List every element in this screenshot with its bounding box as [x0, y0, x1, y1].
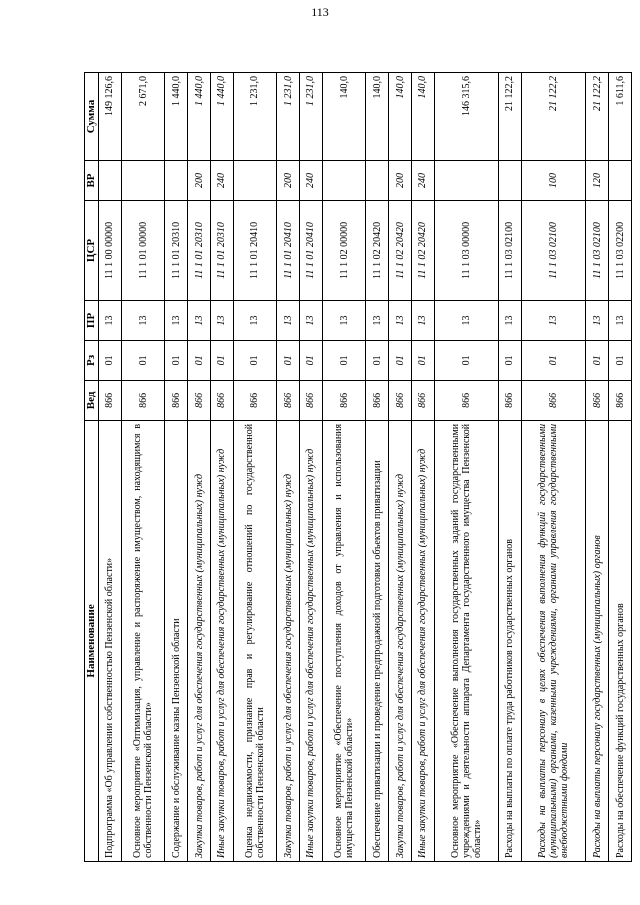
- table-body: [99, 73, 632, 862]
- cell-vr: [609, 161, 632, 201]
- cell-pr: 13: [366, 300, 389, 340]
- table-row: [165, 73, 188, 862]
- cell-sum: 1 440,0: [188, 73, 211, 161]
- cell-rz: 01: [609, 340, 632, 380]
- cell-csr: 11 1 00 00000: [99, 201, 122, 301]
- cell-vr: [434, 161, 498, 201]
- cell-sum: 21 122,2: [499, 73, 522, 161]
- cell-name: Оценка недвижимости, признание прав и регулирование отношений по государственной собственности Пензенской области: [233, 420, 277, 861]
- table-row: [586, 73, 609, 862]
- cell-ved: 866: [99, 380, 122, 420]
- cell-sum: 140,0: [411, 73, 434, 161]
- cell-csr: 11 1 03 02100: [586, 201, 609, 301]
- cell-ved: 866: [411, 380, 434, 420]
- cell-rz: 01: [165, 340, 188, 380]
- cell-csr: 11 1 01 20410: [233, 201, 277, 301]
- cell-csr: 11 1 02 00000: [322, 201, 366, 301]
- header-ved: Вед: [85, 380, 99, 420]
- cell-csr: 11 1 02 20420: [411, 201, 434, 301]
- cell-ved: 866: [609, 380, 632, 420]
- cell-vr: [165, 161, 188, 201]
- cell-ved: 866: [499, 380, 522, 420]
- cell-pr: 13: [165, 300, 188, 340]
- cell-name: Расходы на выплаты по оплате труда работников государственных органов: [499, 420, 522, 861]
- cell-sum: 21 122,2: [586, 73, 609, 161]
- cell-pr: 13: [300, 300, 323, 340]
- cell-rz: 01: [99, 340, 122, 380]
- cell-csr: 11 1 03 02100: [521, 201, 585, 301]
- cell-sum: 140,0: [322, 73, 366, 161]
- cell-ved: 866: [389, 380, 412, 420]
- cell-sum: 2 671,0: [121, 73, 165, 161]
- cell-ved: 866: [210, 380, 233, 420]
- cell-ved: 866: [434, 380, 498, 420]
- cell-csr: 11 1 01 20410: [277, 201, 300, 301]
- cell-pr: 13: [233, 300, 277, 340]
- table-row: [434, 73, 498, 862]
- cell-rz: 01: [411, 340, 434, 380]
- cell-sum: 146 315,6: [434, 73, 498, 161]
- cell-vr: [499, 161, 522, 201]
- table-row: [322, 73, 366, 862]
- cell-ved: 866: [322, 380, 366, 420]
- cell-name: Иные закупки товаров, работ и услуг для обеспечения государственных (муниципальных) нужд: [300, 420, 323, 861]
- cell-name: Содержание и обслуживание казны Пензенской области: [165, 420, 188, 861]
- cell-rz: 01: [389, 340, 412, 380]
- cell-sum: 1 231,0: [233, 73, 277, 161]
- cell-pr: 13: [99, 300, 122, 340]
- table-row: [188, 73, 211, 862]
- cell-ved: 866: [233, 380, 277, 420]
- cell-csr: 11 1 01 20310: [165, 201, 188, 301]
- cell-name: Основное мероприятие «Обеспечение поступления доходов от управления и использования имущества Пензенской области»: [322, 420, 366, 861]
- table-row: [277, 73, 300, 862]
- table-row: [609, 73, 632, 862]
- cell-pr: 13: [521, 300, 585, 340]
- cell-rz: 01: [434, 340, 498, 380]
- cell-vr: 240: [411, 161, 434, 201]
- cell-rz: 01: [233, 340, 277, 380]
- table-row: [521, 73, 585, 862]
- cell-sum: 149 126,6: [99, 73, 122, 161]
- table-row: [300, 73, 323, 862]
- cell-name: Иные закупки товаров, работ и услуг для обеспечения государственных (муниципальных) нужд: [210, 420, 233, 861]
- budget-table: [84, 72, 632, 862]
- cell-name: Расходы на выплаты персоналу государственных (муниципальных) органов: [586, 420, 609, 861]
- cell-sum: 1 440,0: [210, 73, 233, 161]
- table-row: [99, 73, 122, 862]
- cell-rz: 01: [277, 340, 300, 380]
- cell-ved: 866: [188, 380, 211, 420]
- table-row: [499, 73, 522, 862]
- header-rz: Рз: [85, 340, 99, 380]
- cell-csr: 11 1 02 20420: [389, 201, 412, 301]
- cell-ved: 866: [121, 380, 165, 420]
- cell-vr: [233, 161, 277, 201]
- cell-name: Расходы на обеспечение функций государственных органов: [609, 420, 632, 861]
- cell-vr: 200: [389, 161, 412, 201]
- cell-pr: 13: [210, 300, 233, 340]
- cell-rz: 01: [210, 340, 233, 380]
- cell-rz: 01: [300, 340, 323, 380]
- header-sum: Сумма: [85, 73, 99, 161]
- table-row: [366, 73, 389, 862]
- cell-sum: 140,0: [366, 73, 389, 161]
- table-row: [121, 73, 165, 862]
- cell-sum: 1 231,0: [277, 73, 300, 161]
- cell-csr: 11 1 01 20310: [188, 201, 211, 301]
- cell-csr: 11 1 01 20310: [210, 201, 233, 301]
- cell-vr: [322, 161, 366, 201]
- cell-sum: 1 231,0: [300, 73, 323, 161]
- cell-csr: 11 1 03 02200: [609, 201, 632, 301]
- table-row: [389, 73, 412, 862]
- cell-name: Обеспечение приватизации и проведение предпродажной подготовки объектов приватизации: [366, 420, 389, 861]
- cell-sum: 1 611,6: [609, 73, 632, 161]
- header-vr: ВР: [85, 161, 99, 201]
- cell-sum: 140,0: [389, 73, 412, 161]
- table-row: [210, 73, 233, 862]
- cell-pr: 13: [434, 300, 498, 340]
- cell-pr: 13: [499, 300, 522, 340]
- cell-vr: 240: [210, 161, 233, 201]
- cell-name: Иные закупки товаров, работ и услуг для обеспечения государственных (муниципальных) нужд: [411, 420, 434, 861]
- cell-ved: 866: [586, 380, 609, 420]
- cell-pr: 13: [389, 300, 412, 340]
- page-number: 113: [311, 5, 329, 19]
- cell-name: Основное мероприятие «Оптимизация, управление и распоряжение имуществом, находящимся в собственности Пензенской области»: [121, 420, 165, 861]
- cell-name: Закупка товаров, работ и услуг для обеспечения государственных (муниципальных) нужд: [188, 420, 211, 861]
- cell-rz: 01: [586, 340, 609, 380]
- cell-rz: 01: [121, 340, 165, 380]
- header-pr: ПР: [85, 300, 99, 340]
- cell-name: Подпрограмма «Об управлении собственностью Пензенской области»: [99, 420, 122, 861]
- cell-vr: [99, 161, 122, 201]
- cell-vr: 120: [586, 161, 609, 201]
- cell-pr: 13: [322, 300, 366, 340]
- cell-name: Закупка товаров, работ и услуг для обеспечения государственных (муниципальных) нужд: [389, 420, 412, 861]
- cell-ved: 866: [300, 380, 323, 420]
- cell-pr: 13: [586, 300, 609, 340]
- cell-pr: 13: [411, 300, 434, 340]
- cell-rz: 01: [366, 340, 389, 380]
- cell-name: Основное мероприятие «Обеспечение выполнения государственных заданий государственными учреждениями и деятельности аппарата Департамента государственного имущества Пензенской области»: [434, 420, 498, 861]
- cell-csr: 11 1 03 02100: [499, 201, 522, 301]
- cell-rz: 01: [521, 340, 585, 380]
- cell-vr: [121, 161, 165, 201]
- cell-csr: 11 1 02 20420: [366, 201, 389, 301]
- cell-rz: 01: [499, 340, 522, 380]
- table-row: [411, 73, 434, 862]
- cell-ved: 866: [165, 380, 188, 420]
- cell-vr: 200: [188, 161, 211, 201]
- cell-rz: 01: [322, 340, 366, 380]
- cell-sum: 21 122,2: [521, 73, 585, 161]
- cell-pr: 13: [188, 300, 211, 340]
- cell-rz: 01: [188, 340, 211, 380]
- cell-vr: 240: [300, 161, 323, 201]
- cell-pr: 13: [277, 300, 300, 340]
- table-row: [233, 73, 277, 862]
- cell-csr: 11 1 03 00000: [434, 201, 498, 301]
- cell-csr: 11 1 01 00000: [121, 201, 165, 301]
- header-name: Наименование: [85, 420, 99, 861]
- cell-ved: 866: [277, 380, 300, 420]
- cell-vr: 100: [521, 161, 585, 201]
- cell-sum: 1 440,0: [165, 73, 188, 161]
- table-header-row: [85, 73, 99, 862]
- cell-csr: 11 1 01 20410: [300, 201, 323, 301]
- cell-vr: [366, 161, 389, 201]
- cell-pr: 13: [121, 300, 165, 340]
- cell-name: Расходы на выплаты персоналу в целях обеспечения выполнения функций государственными (муниципальными) органами, казенными учреждениями, органами управления государственными внебюджетными фондами: [521, 420, 585, 861]
- rotated-table-wrapper: [84, 72, 632, 862]
- header-csr: ЦСР: [85, 201, 99, 301]
- cell-ved: 866: [366, 380, 389, 420]
- cell-name: Закупка товаров, работ и услуг для обеспечения государственных (муниципальных) нужд: [277, 420, 300, 861]
- cell-pr: 13: [609, 300, 632, 340]
- cell-vr: 200: [277, 161, 300, 201]
- cell-ved: 866: [521, 380, 585, 420]
